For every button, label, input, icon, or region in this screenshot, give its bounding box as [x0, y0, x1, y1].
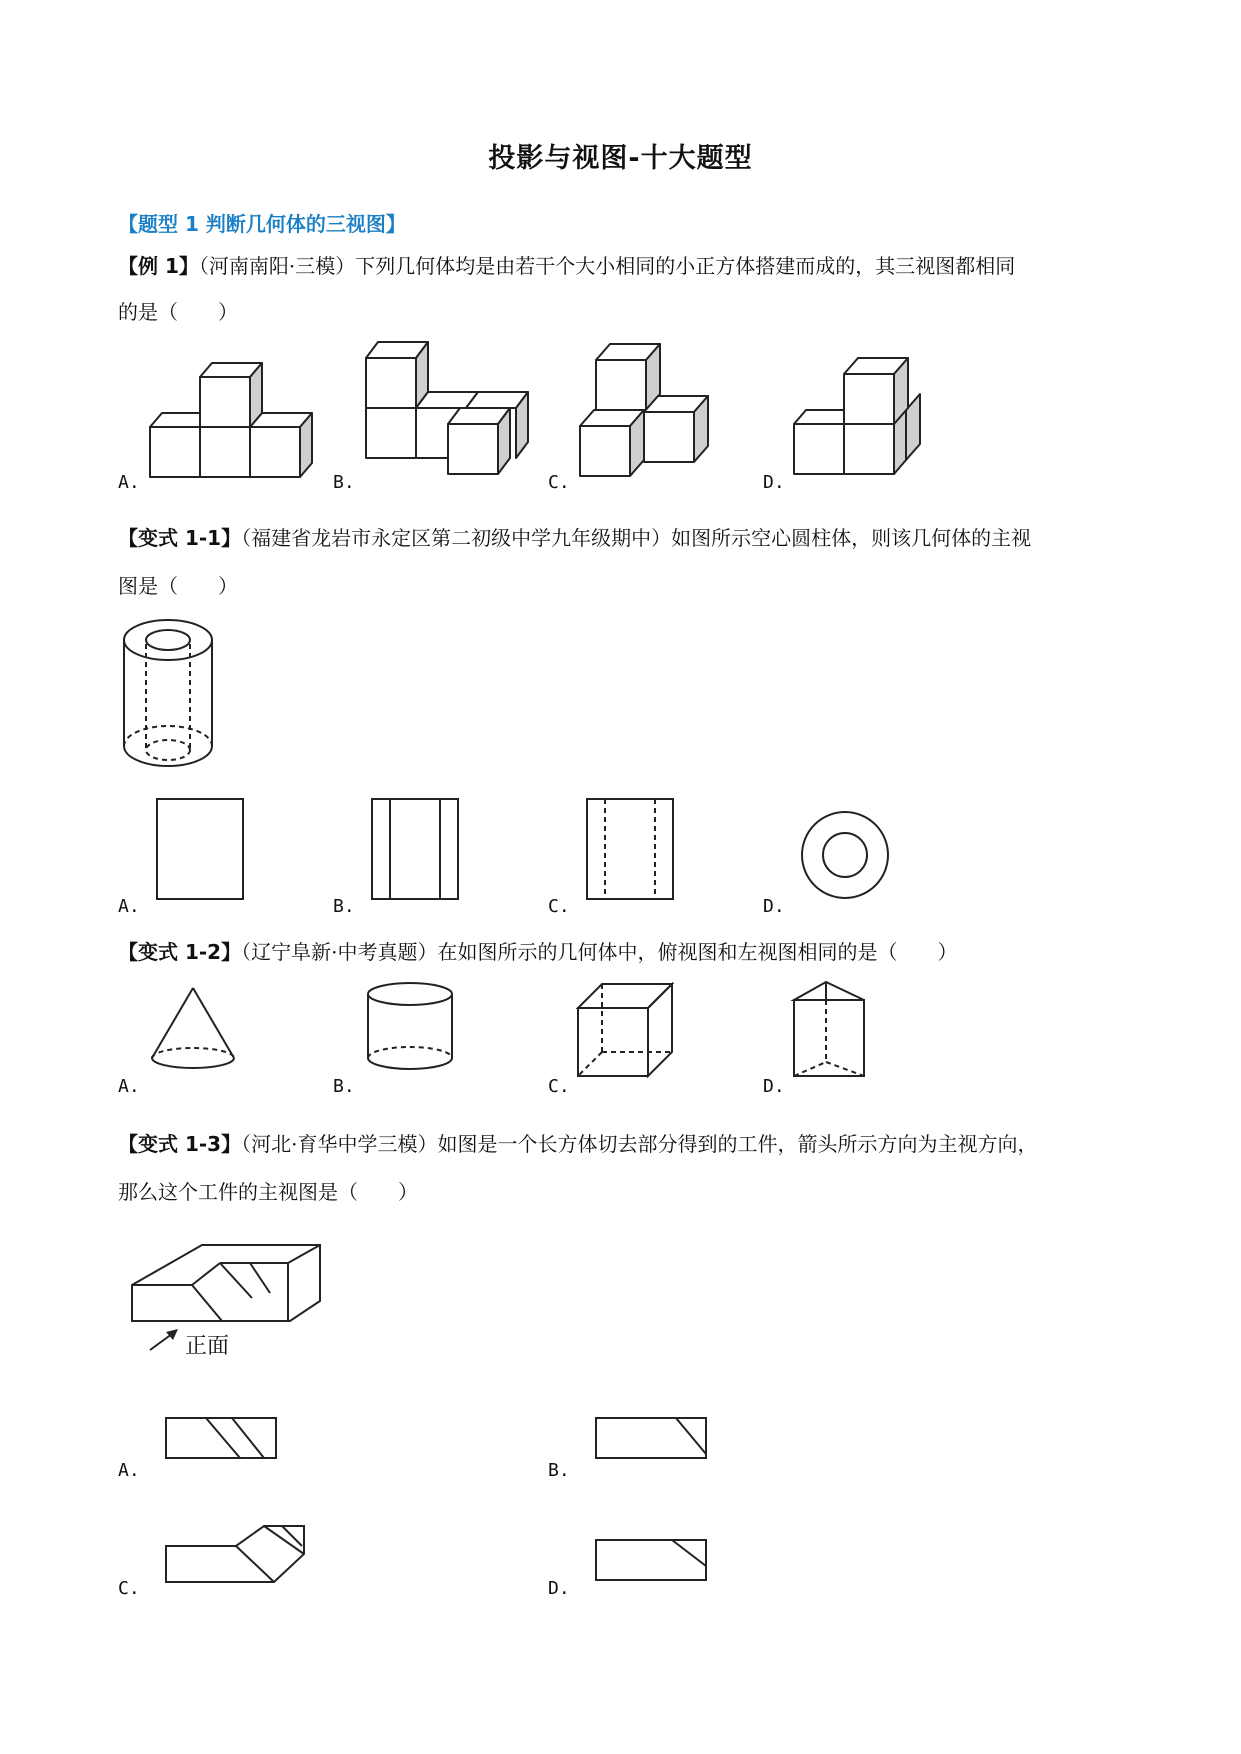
q2-view-b	[370, 797, 460, 902]
q4-text: （河北·育华中学三模）如图是一个长方体切去部分得到的工件，箭头所示方向为主视方向，	[241, 1132, 1038, 1156]
q2-option-c[interactable]: C.	[548, 896, 570, 917]
q1-option-b[interactable]: B.	[333, 472, 355, 493]
q3-triangular-prism	[792, 978, 882, 1080]
q1-figure-d	[792, 352, 942, 482]
q4-view-d	[594, 1538, 710, 1584]
q3-cone	[148, 984, 238, 1079]
q2-hollow-cylinder	[118, 618, 218, 778]
q4-tag: 【变式 1-3】	[118, 1132, 242, 1156]
q2-option-d[interactable]: D.	[763, 896, 785, 917]
q3-option-b[interactable]: B.	[333, 1076, 355, 1097]
q3-tag: 【变式 1-2】	[118, 940, 242, 964]
q4-view-c	[164, 1524, 314, 1586]
q4-option-a[interactable]: A.	[118, 1460, 140, 1481]
q2-line2: 图是（ ）	[118, 574, 238, 598]
q3-cube	[576, 980, 676, 1080]
q1-text: （河南南阳·三模）下列几何体均是由若干个大小相同的小正方体搭建而成的，其三视图都相同	[198, 254, 1016, 278]
q2-option-a[interactable]: A.	[118, 896, 140, 917]
q1-figure-b	[362, 338, 542, 483]
q1-line2: 的是（ ）	[118, 300, 238, 324]
q1-option-c[interactable]: C.	[548, 472, 570, 493]
q3-option-d[interactable]: D.	[763, 1076, 785, 1097]
q4-line1	[118, 1130, 1037, 1158]
q3-text: （辽宁阜新·中考真题）在如图所示的几何体中，俯视图和左视图相同的是（ ）	[241, 940, 958, 964]
q1-figure-a	[148, 355, 328, 480]
q4-line2: 那么这个工件的主视图是（ ）	[118, 1180, 418, 1204]
q1-option-d[interactable]: D.	[763, 472, 785, 493]
q1-figure-c	[578, 338, 728, 483]
q2-text: （福建省龙岩市永定区第二初级中学九年级期中）如图所示空心圆柱体，则该几何体的主视	[241, 526, 1032, 550]
q2-view-d	[800, 810, 890, 900]
q2-line1	[118, 524, 1031, 552]
q4-option-c[interactable]: C.	[118, 1578, 140, 1599]
q4-view-b	[594, 1416, 710, 1462]
q4-arrow-label: 正面	[185, 1334, 230, 1359]
q2-view-c	[585, 797, 675, 902]
q3-line1	[118, 938, 957, 966]
q2-option-b[interactable]: B.	[333, 896, 355, 917]
q1-option-a[interactable]: A.	[118, 472, 140, 493]
q3-option-a[interactable]: A.	[118, 1076, 140, 1097]
q2-view-a	[155, 797, 245, 902]
q3-cylinder	[362, 980, 458, 1080]
q1-tag: 【例 1】	[118, 254, 199, 278]
q4-option-b[interactable]: B.	[548, 1460, 570, 1481]
page-title: 投影与视图-十大题型	[488, 143, 753, 174]
q4-view-a	[164, 1416, 280, 1462]
q3-option-c[interactable]: C.	[548, 1076, 570, 1097]
section-heading: 【题型 1 判断几何体的三视图】	[118, 212, 406, 236]
q2-tag: 【变式 1-1】	[118, 526, 242, 550]
q1-line1	[118, 252, 1015, 280]
q4-option-d[interactable]: D.	[548, 1578, 570, 1599]
